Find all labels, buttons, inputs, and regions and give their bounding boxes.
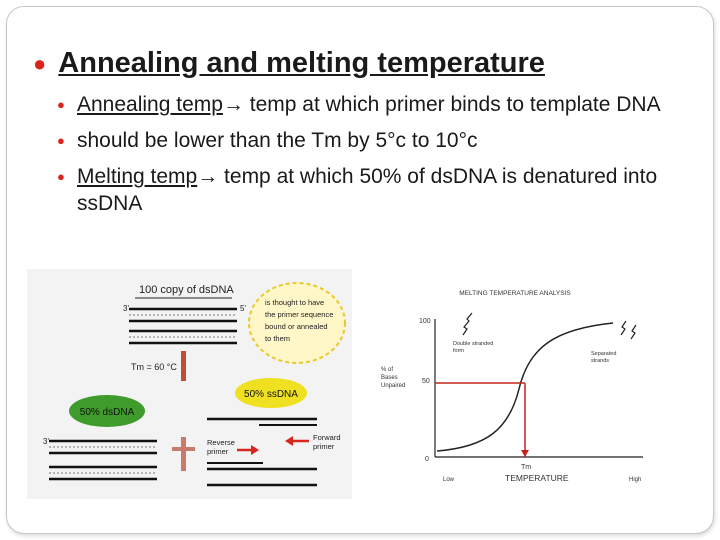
tm-label: Tm = 60 °C — [131, 362, 177, 372]
x-high-label: High — [629, 477, 642, 483]
bullet-item — [51, 91, 681, 118]
bullet-text: should be lower than the Tm by 5°c to 10°c — [77, 129, 478, 152]
right-annotation: Separated — [591, 351, 617, 357]
ssdna-badge-label: 50% ssDNA — [244, 389, 298, 400]
tm-tick-label: Tm — [521, 464, 532, 471]
bullet-list — [51, 91, 681, 226]
bullet-term: Annealing temp — [77, 93, 223, 116]
reverse-primer-label: primer — [207, 447, 229, 456]
down-arrow-icon — [181, 351, 186, 381]
bullet-item — [51, 163, 681, 217]
strand-end-label: 3' — [43, 437, 49, 446]
strand-end-label: 3' — [123, 304, 129, 313]
annealing-diagram — [27, 269, 352, 499]
cloud-text-line: is thought to have — [265, 298, 325, 307]
thought-cloud — [249, 283, 345, 363]
reverse-primer-label: Reverse — [207, 438, 235, 447]
y-tick-label: 0 — [425, 456, 429, 463]
x-axis-label: TEMPERATURE — [505, 473, 569, 483]
x-low-label: Low — [443, 477, 455, 483]
title-row — [33, 47, 545, 80]
bullet-dot-icon: ● — [57, 97, 65, 112]
y-axis-label: % of — [381, 367, 394, 373]
bullet-dot-icon: ● — [57, 169, 65, 184]
cloud-text-line: the primer sequence — [265, 310, 334, 319]
dsdna-badge-label: 50% dsDNA — [79, 407, 135, 418]
separated-strand-icon — [631, 325, 636, 339]
y-tick-label: 50 — [422, 378, 430, 385]
left-annotation: Double stranded — [453, 341, 494, 347]
bullet-term: Melting temp — [77, 165, 198, 188]
cloud-text-line: bound or annealed — [265, 322, 328, 331]
slide-title: Annealing and melting temperature — [58, 47, 545, 79]
bullet-text: → temp at which primer binds to template DNA — [222, 93, 661, 116]
bullet-item — [51, 127, 681, 154]
plus-icon — [181, 437, 186, 471]
forward-primer-label: Forward — [313, 433, 341, 442]
separated-strand-icon — [621, 321, 626, 335]
plus-icon-bar — [172, 447, 195, 451]
figure-title: MELTING TEMPERATURE ANALYSIS — [459, 290, 571, 297]
slide — [6, 6, 714, 534]
y-axis-label: Bases — [381, 375, 398, 381]
left-annotation: form — [453, 348, 464, 354]
bullet-dot-icon: ● — [57, 133, 65, 148]
cloud-text-line: to them — [265, 334, 291, 343]
forward-primer-label: primer — [313, 442, 335, 451]
y-axis-label: Unpaired — [381, 383, 406, 389]
tm-arrowhead-icon — [521, 450, 529, 457]
dsdna-count-label: 100 copy of dsDNA — [139, 284, 234, 296]
double-strand-icon — [463, 313, 472, 335]
title-bullet-icon: ● — [33, 50, 47, 76]
y-tick-label: 100 — [419, 318, 431, 325]
melting-curve-diagram — [367, 279, 667, 499]
strand-end-label: 5' — [240, 304, 246, 313]
right-annotation: strands — [591, 358, 610, 364]
bullet-text: → temp at which 50% of dsDNA is denatured into ssDNA — [77, 165, 658, 215]
